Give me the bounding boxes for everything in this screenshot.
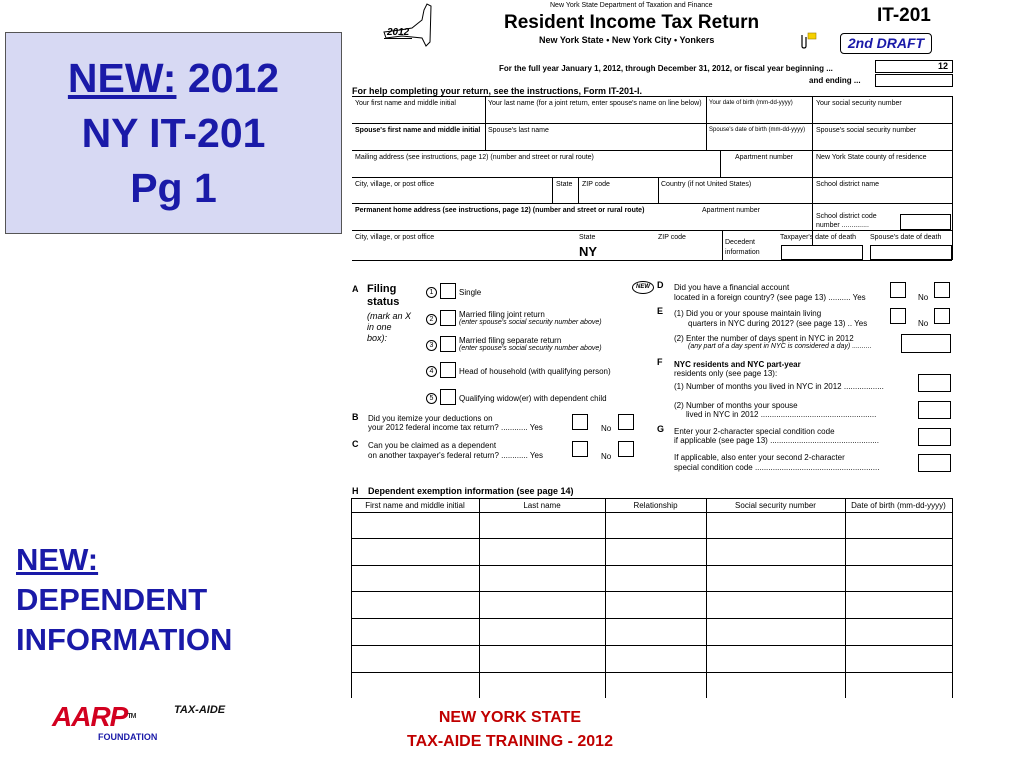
apartment-number-label: Apartment number (735, 154, 793, 161)
form-id: IT-201 (877, 5, 931, 26)
table-row[interactable] (352, 646, 952, 672)
last-name-label: Your last name (for a joint return, enter spouse's name on line below) (488, 100, 702, 107)
form-title: Resident Income Tax Return (504, 12, 760, 33)
city-label: City, village, or post office (355, 181, 435, 188)
year-badge: 2012 (384, 27, 412, 39)
paperclip-icon (797, 31, 819, 49)
special-code-2-field[interactable] (918, 454, 951, 472)
itemize-yes-checkbox[interactable] (572, 414, 588, 430)
tax-period-label: For the full year January 1, 2012, through December 31, 2012, or fiscal year beginning ... (499, 64, 833, 73)
side-note (16, 540, 232, 660)
claimed-line1: Can you be claimed as a dependent (368, 441, 497, 450)
table-row[interactable] (352, 673, 952, 698)
claimed-no-label: No (601, 452, 612, 461)
filing-widow-checkbox[interactable] (440, 389, 456, 405)
slide-title-line2: NY IT-201 (81, 110, 266, 156)
nyc-months-spouse-label: (2) Number of months your spouse (674, 401, 798, 410)
col-last-name: Last name (523, 501, 561, 510)
side-note-line3: INFORMATION (16, 622, 233, 657)
dob-label: Your date of birth (mm-dd-yyyy) (709, 100, 793, 106)
ssn-label: Your social security number (816, 100, 902, 107)
col-dob: Date of birth (mm-dd-yyyy) (851, 501, 946, 510)
spouse-dob-label: Spouse's date of birth (mm-dd-yyyy) (709, 127, 806, 133)
section-f-letter: F (657, 357, 663, 367)
spouse-death-label: Spouse's date of death (870, 234, 942, 241)
special-line4: special condition code ........................................................ (674, 463, 880, 472)
option-number: 3 (426, 340, 437, 351)
filing-joint-label: Married filing joint return (459, 310, 545, 319)
special-line2: if applicable (see page 13) ................................................. (674, 436, 879, 445)
table-row[interactable] (352, 592, 952, 618)
filing-hoh-checkbox[interactable] (440, 362, 456, 378)
filing-widow-label: Qualifying widow(er) with dependent child (459, 394, 607, 403)
dependents-table (351, 498, 953, 698)
slide-title-box (5, 32, 342, 234)
nyc-months-spouse-label2: lived in NYC in 2012 .................................................... (686, 410, 877, 419)
state-value: NY (579, 244, 598, 259)
spouse-ssn-label: Spouse's social security number (816, 127, 917, 134)
section-c-letter: C (352, 439, 359, 449)
option-number: 1 (426, 287, 437, 298)
draft-badge: 2nd DRAFT (840, 33, 932, 54)
filing-single-checkbox[interactable] (440, 283, 456, 299)
section-b-letter: B (352, 412, 359, 422)
perm-apartment-label: Apartment number (702, 207, 760, 214)
new-badge: NEW (632, 281, 654, 294)
fiscal-year-end-field[interactable] (875, 74, 953, 87)
option-number: 2 (426, 314, 437, 325)
country-label: Country (if not United States) (661, 181, 752, 188)
itemize-no-label: No (601, 424, 612, 433)
section-a-letter: A (352, 284, 359, 294)
spouse-first-name-label: Spouse's first name and middle initial (355, 127, 481, 134)
special-code-field[interactable] (918, 428, 951, 446)
school-code-field[interactable] (900, 214, 951, 230)
footer-caption (340, 706, 680, 754)
filing-separate-checkbox[interactable] (440, 336, 456, 352)
side-note-line2: DEPENDENT (16, 582, 208, 617)
footer-line2: TAX-AIDE TRAINING - 2012 (407, 733, 613, 750)
living-no-checkbox[interactable] (934, 308, 950, 324)
section-g-letter: G (657, 424, 665, 434)
filing-hoh-label: Head of household (with qualifying person) (459, 367, 611, 376)
option-number: 4 (426, 366, 437, 377)
table-row[interactable] (352, 539, 952, 565)
nyc-days-field[interactable] (901, 334, 951, 353)
aarp-taxaide-label: TAX-AIDE (174, 704, 226, 716)
taxpayer-death-label: Taxpayer's date of death (780, 234, 857, 241)
section-d-letter: D (657, 280, 664, 290)
living-line2: quarters in NYC during 2012? (see page 13) .. Yes (688, 319, 868, 328)
nyc-line2: residents only (see page 13): (674, 369, 778, 378)
days-line1: (2) Enter the number of days spent in NYC in 2012 (674, 334, 854, 343)
slide-title-line3: Pg 1 (130, 165, 217, 211)
fiscal-year-begin-field[interactable]: 12 (875, 60, 953, 73)
school-code-label: School district code number .............. (816, 213, 877, 229)
living-no-label: No (918, 319, 929, 328)
table-row[interactable] (352, 566, 952, 591)
zip-label: ZIP code (582, 181, 610, 188)
school-district-label: School district name (816, 181, 880, 188)
dept-name: New York State Department of Taxation and Finance (550, 2, 713, 9)
state-label: State (556, 181, 573, 188)
spouse-last-name-label: Spouse's last name (488, 127, 549, 134)
claimed-no-checkbox[interactable] (618, 441, 634, 457)
section-e-letter: E (657, 306, 664, 316)
side-note-new: NEW: (16, 542, 99, 577)
first-name-label: Your first name and middle initial (355, 100, 456, 107)
section-h-letter: H (352, 486, 359, 496)
decedent-label: Decedent information (725, 239, 760, 256)
living-line1: (1) Did you or your spouse maintain living (674, 309, 822, 318)
aarp-foundation-label: FOUNDATION (98, 732, 158, 742)
option-number: 5 (426, 393, 437, 404)
filing-status-hint: (mark an X in one box): (367, 311, 412, 343)
table-row[interactable] (352, 619, 952, 645)
foreign-yes-checkbox[interactable] (890, 282, 906, 298)
days-line2: (any part of a day spent in NYC is considered a day) .......... (688, 343, 872, 350)
footer-line1: NEW YORK STATE (438, 709, 582, 726)
permanent-address-label: Permanent home address (see instructions, page 12) (number and street or rural route) (355, 207, 645, 214)
perm-state-label: State (579, 234, 596, 241)
special-line3: If applicable, also enter your second 2-character (674, 453, 845, 462)
claimed-yes-checkbox[interactable] (572, 441, 588, 457)
slide-title-line1 (6, 51, 341, 106)
filing-status-label: Filing status (367, 283, 400, 308)
nyc-months-you-field[interactable] (918, 374, 951, 392)
tax-period-ending-label: and ending ... (809, 76, 861, 85)
itemize-line1: Did you itemize your deductions on (368, 414, 493, 423)
foreign-no-checkbox[interactable] (934, 282, 950, 298)
title-year: 2012 (187, 55, 280, 101)
aarp-foundation-logo (52, 702, 252, 752)
col-first-name: First name and middle initial (365, 501, 465, 510)
help-text: For help completing your return, see the instructions, Form IT-201-I. (352, 86, 643, 96)
itemize-line2: your 2012 federal income tax return? ............ Yes (368, 423, 543, 432)
col-ssn: Social security number (735, 501, 816, 510)
table-row[interactable] (352, 513, 952, 538)
title-new: NEW: (67, 55, 177, 101)
filing-single-label: Single (459, 288, 482, 297)
nyc-months-you-label: (1) Number of months you lived in NYC in 2012 .................. (674, 382, 884, 391)
nyc-months-spouse-field[interactable] (918, 401, 951, 419)
col-relationship: Relationship (633, 501, 678, 510)
itemize-no-checkbox[interactable] (618, 414, 634, 430)
form-subtitle: New York State • New York City • Yonkers (539, 35, 715, 45)
filing-joint-checkbox[interactable] (440, 310, 456, 326)
perm-city-label: City, village, or post office (355, 234, 435, 241)
mailing-address-label: Mailing address (see instructions, page 12) (number and street or rural route) (355, 154, 594, 161)
special-line1: Enter your 2-character special condition code (674, 427, 835, 436)
perm-zip-label: ZIP code (658, 234, 686, 241)
ny-state-outline-icon (382, 2, 434, 48)
claimed-line2: on another taxpayer's federal return? ............ Yes (368, 451, 543, 460)
filing-separate-label: Married filing separate return (459, 336, 562, 345)
spouse-death-field[interactable] (870, 245, 952, 260)
nyc-line1: NYC residents and NYC part-year (674, 360, 801, 369)
aarp-logo-text: AARP™ (52, 701, 136, 732)
foreign-no-label: No (918, 293, 929, 302)
taxpayer-death-field[interactable] (781, 245, 863, 260)
living-yes-checkbox[interactable] (890, 308, 906, 324)
it201-form (350, 0, 954, 700)
county-label: New York State county of residence (816, 154, 927, 161)
filing-joint-sub: (enter spouse's social security number above) (459, 319, 602, 326)
foreign-line1: Did you have a financial account (674, 283, 790, 292)
foreign-line2: located in a foreign country? (see page 13) .......... Yes (674, 293, 866, 302)
dependents-title: Dependent exemption information (see page 14) (368, 486, 574, 496)
filing-separate-sub: (enter spouse's social security number above) (459, 345, 602, 352)
